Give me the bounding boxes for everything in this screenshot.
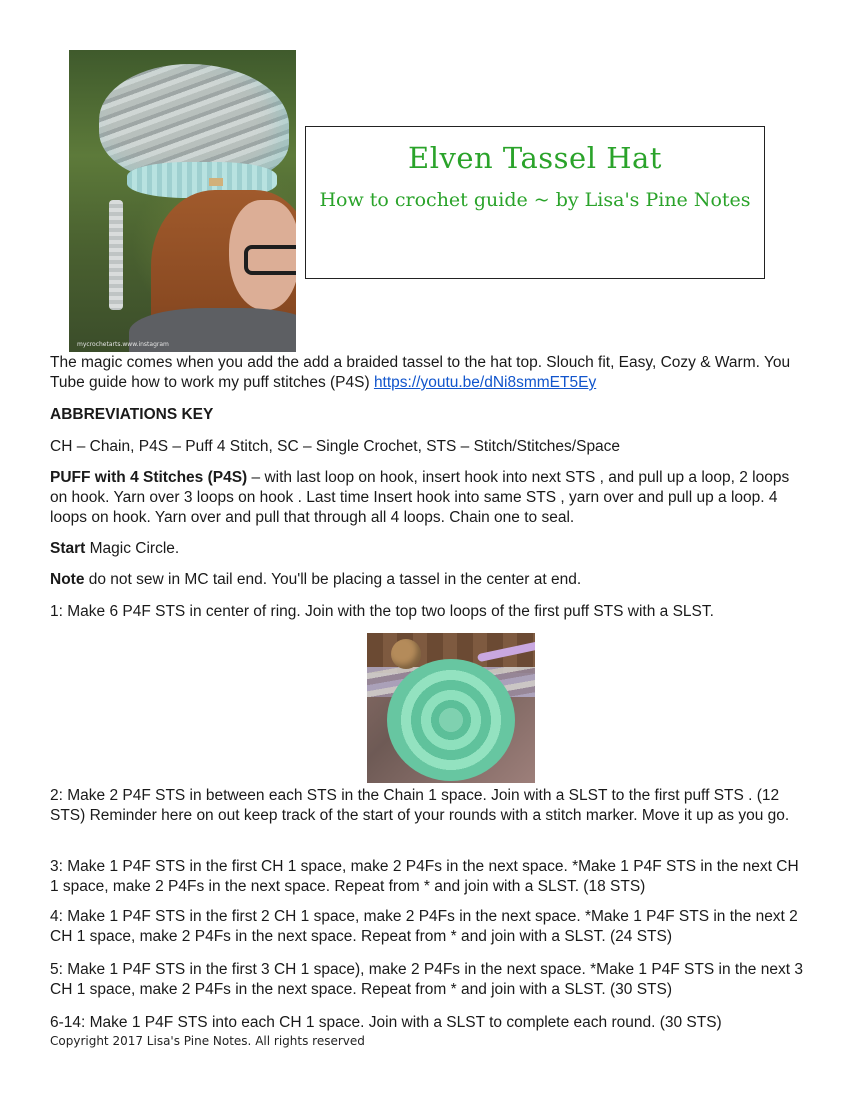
- photo-watermark: mycrochetarts.www.instagram: [77, 341, 169, 348]
- round-2: 2: Make 2 P4F STS in between each STS in the Chain 1 space. Join with a SLST to the first puff STS . (12 STS) Reminder here on out keep track of the start of your rounds with a stitch marker. Move it up as you go.: [50, 787, 790, 824]
- round-6-14: 6-14: Make 1 P4F STS into each CH 1 space. Join with a SLST to complete each round. (30 STS): [50, 1014, 722, 1031]
- puff-stitch-label: PUFF with 4 Stitches (P4S): [50, 469, 248, 486]
- glasses: [244, 245, 296, 275]
- intro-text: The magic comes when you add the add a braided tassel to the hat top. Slouch fit, Easy, Cozy & Warm. You Tube guide how to work my puff stitches (P4S): [50, 354, 791, 391]
- note-label: Note: [50, 571, 85, 588]
- wood-button-tag: [209, 178, 223, 186]
- page-title: Elven Tassel Hat: [408, 141, 662, 175]
- copyright-notice: Copyright 2017 Lisa's Pine Notes. All rights reserved: [50, 1034, 365, 1048]
- page-subtitle: How to crochet guide ~ by Lisa's Pine Notes: [319, 189, 751, 211]
- hat-model-photo: [69, 50, 296, 352]
- puff-stitch-text: – with last loop on hook, insert hook into next STS , and pull up a loop, 2 loops on hook. Yarn over 3 loops on hook . Last time Insert hook into same STS , yarn over and pull up a loop. 4 loops on hook. Yarn over and pull that through all 4 loops. Chain one to seal.: [50, 469, 790, 526]
- braided-tassel: [109, 200, 123, 310]
- note-paragraph: Note do not sew in MC tail end. You'll be placing a tassel in the center at end.: [50, 571, 582, 588]
- magic-circle-photo: [367, 633, 535, 783]
- puff-stitch-paragraph: [50, 468, 810, 528]
- round-4: 4: Make 1 P4F STS in the first 2 CH 1 space, make 2 P4Fs in the next space. *Make 1 P4F STS in the next 2 CH 1 space, make 2 P4Fs in the next space. Repeat from * and join with a SLST. (24 STS): [50, 908, 798, 945]
- abbreviations-heading: ABBREVIATIONS KEY: [50, 406, 214, 423]
- round-3: 3: Make 1 P4F STS in the first CH 1 space, make 2 P4Fs in the next space. *Make 1 P4F STS in the next CH 1 space, make 2 P4Fs in the next space. Repeat from * and join with a SLST. (18 STS): [50, 858, 799, 895]
- start-label: Start: [50, 540, 86, 557]
- abbreviations-text: CH – Chain, P4S – Puff 4 Stitch, SC – Single Crochet, STS – Stitch/Stitches/Space: [50, 438, 621, 455]
- round-1: 1: Make 6 P4F STS in center of ring. Join with the top two loops of the first puff STS with a SLST.: [50, 603, 714, 620]
- intro-paragraph: [50, 353, 810, 393]
- round-5: 5: Make 1 P4F STS in the first 3 CH 1 space), make 2 P4Fs in the next space. *Make 1 P4F STS in the next 3 CH 1 space, make 2 P4Fs in the next space. Repeat from * and join with a SLST. (30 STS): [50, 961, 803, 998]
- start-paragraph: Start Magic Circle.: [50, 540, 180, 557]
- title-box: [305, 126, 765, 279]
- wood-button: [391, 639, 421, 669]
- youtube-link[interactable]: https://youtu.be/dNi8smmET5Ey: [373, 374, 597, 391]
- crochet-circle: [387, 659, 515, 781]
